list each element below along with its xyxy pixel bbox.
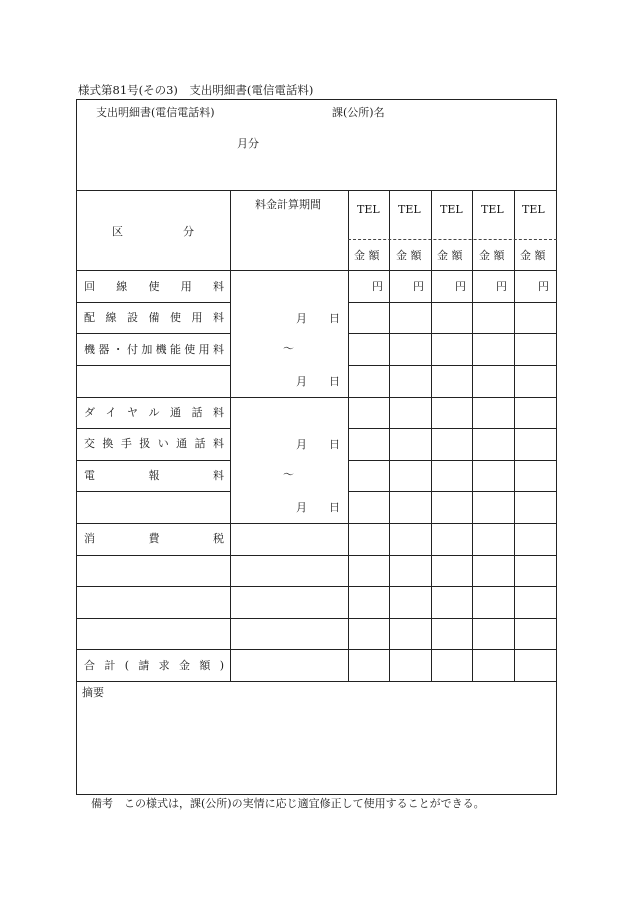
row-label-telegram-fee: 電 報 料 [84, 469, 224, 482]
column-divider [431, 190, 432, 682]
document-name: 支出明細書(電信電話料) [96, 106, 215, 119]
row-line [76, 365, 231, 366]
section-name-label: 課(公所)名 [332, 106, 385, 119]
row-line [76, 302, 231, 303]
amount-header: 金 額 [479, 249, 505, 262]
row-line [76, 460, 231, 461]
period-header: 料金計算期間 [255, 198, 321, 211]
summary-box [76, 681, 557, 795]
column-divider [230, 190, 231, 682]
row-line [348, 302, 557, 303]
yen-unit: 円 [455, 280, 466, 293]
column-divider [389, 190, 390, 682]
row-line [348, 460, 557, 461]
row-line [348, 333, 557, 334]
row-label-line-fee: 回 線 使 用 料 [84, 280, 224, 293]
detail-table [76, 190, 557, 682]
amount-header: 金 額 [396, 249, 422, 262]
column-divider [472, 190, 473, 682]
row-line [76, 397, 557, 398]
row-line [76, 428, 231, 429]
period-start-date: 月 日 [296, 312, 340, 325]
row-label-dial-fee: ダ イ ヤ ル 通 話 料 [84, 406, 224, 419]
yen-unit: 円 [538, 280, 549, 293]
tel-header: TEL [481, 203, 504, 216]
row-line [348, 428, 557, 429]
row-line [76, 586, 557, 587]
period-tilde: 〜 [283, 468, 294, 481]
row-label-equipment-fee: 機 器 ・ 付 加 機 能 使 用 料 [84, 343, 224, 356]
row-label-wiring-fee: 配 線 設 備 使 用 料 [84, 311, 224, 324]
amount-header: 金 額 [520, 249, 546, 262]
yen-unit: 円 [372, 280, 383, 293]
month-label: 月分 [237, 137, 259, 150]
amount-header: 金 額 [354, 249, 380, 262]
header-dashed-line [348, 239, 557, 240]
yen-unit: 円 [496, 280, 507, 293]
row-line [76, 333, 231, 334]
row-label-total: 合 計 ( 請 求 金 額 ) [84, 659, 224, 672]
row-line [76, 491, 231, 492]
tel-header: TEL [357, 203, 380, 216]
row-label-consumption-tax: 消 費 税 [84, 532, 224, 545]
tel-header: TEL [398, 203, 421, 216]
form-title: 様式第81号(その3) 支出明細書(電信電話料) [78, 83, 314, 97]
period-end-date: 月 日 [296, 375, 340, 388]
column-divider [348, 190, 349, 682]
row-line [76, 555, 557, 556]
category-header-text: 区 分 [112, 225, 194, 238]
row-line [76, 618, 557, 619]
tel-header: TEL [440, 203, 463, 216]
row-line [76, 649, 557, 650]
period-tilde: 〜 [283, 342, 294, 355]
period-start-date: 月 日 [296, 438, 340, 451]
yen-unit: 円 [413, 280, 424, 293]
summary-label: 摘要 [82, 686, 104, 699]
row-line [348, 365, 557, 366]
column-divider [514, 190, 515, 682]
row-line [348, 491, 557, 492]
row-line [76, 270, 557, 271]
amount-header: 金 額 [437, 249, 463, 262]
period-end-date: 月 日 [296, 501, 340, 514]
footnote: 備考 この様式は，課(公所)の実情に応じ適宜修正して使用することができる。 [91, 797, 485, 810]
row-label-operator-fee: 交 換 手 扱 い 通 話 料 [84, 437, 224, 450]
row-line [76, 523, 557, 524]
tel-header: TEL [522, 203, 545, 216]
